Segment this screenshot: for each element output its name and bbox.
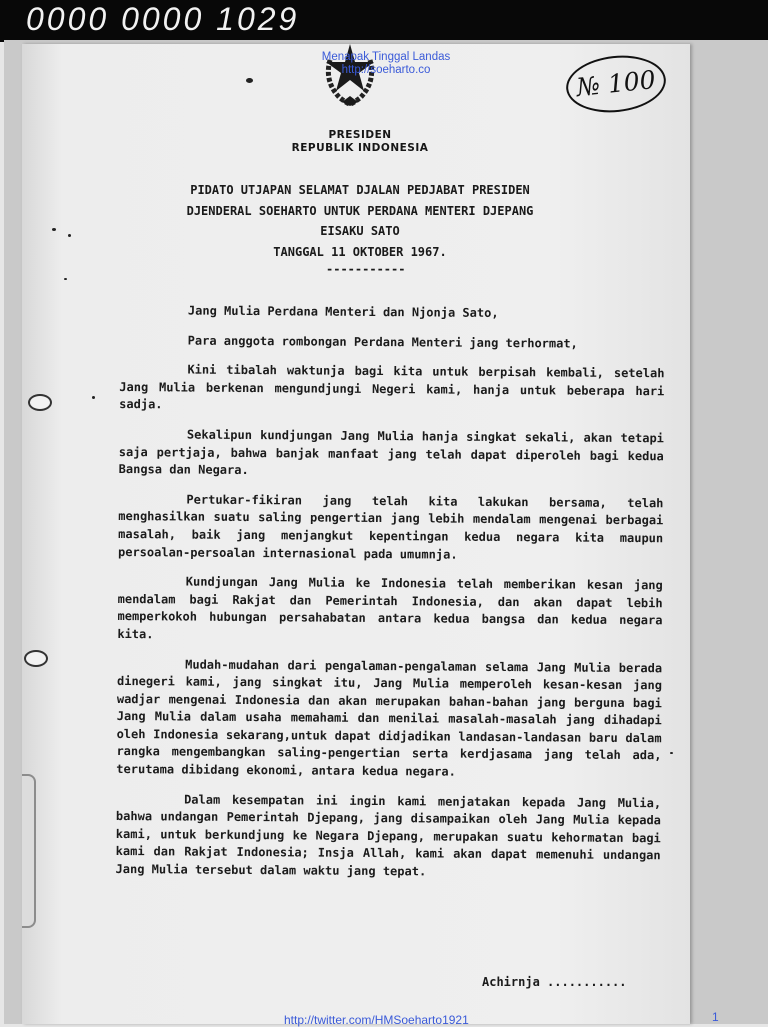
title-underline: -----------	[326, 262, 406, 276]
watermark-url[interactable]: http://soeharto.co	[341, 64, 431, 76]
paragraph: Sekalipun kundjungan Jang Mulia hanja singkat sekali, akan tetapi saja pertjaja, bahwa banjak manfaat jang telah dapat diperoleh bagi kedua Bangsa dan Negara.	[118, 427, 665, 478]
closing-continuation: Achirnja ...........	[482, 975, 627, 989]
title-line-2: DJENDERAL SOEHARTO UNTUK PERDANA MENTERI DJEPANG	[186, 203, 534, 218]
title-line-3: EISAKU SATO	[320, 224, 400, 238]
salutation: Para anggota rombongan Perdana Menteri jang terhormat,	[187, 333, 578, 351]
scan-speck	[246, 78, 253, 83]
scan-speck	[670, 752, 673, 754]
paragraph: Dalam kesempatan ini ingin kami menjatakan kepada Jang Mulia, bahwa undangan Pemerintah Djepang, jang disampaikan oleh Jang Mulia kepada kami, untuk berkundjung ke Negara Djepang, merupakan suatu kehormatan bagi kami dan Rakjat Indonesia; Insja Allah, kami akan dapat memenuhi undangan Jang Mulia tersebut dalam waktu jang tepat.	[115, 792, 662, 879]
paragraph: Kundjungan Jang Mulia ke Indonesia telah memberikan kesan jang mendalam bagi Rakjat dan Pemerintah Indonesia, dan akan dapat lebih memperkokoh hubungan persahabatan antara kedua bangsa dan kedua negara kita.	[117, 574, 663, 642]
archive-number: 0000 0000 1029	[26, 1, 300, 37]
letterhead	[280, 129, 440, 155]
scan-header-bar	[0, 0, 768, 42]
punch-hole	[24, 650, 48, 667]
watermark-title: Menapak Tinggal Landas	[321, 51, 451, 63]
binder-tab	[22, 774, 36, 928]
salutation: Jang Mulia Perdana Menteri dan Njonja Sato,	[187, 303, 499, 320]
page-number: 1	[712, 1010, 719, 1024]
letterhead-line-2: REPUBLIK INDONESIA	[291, 142, 429, 154]
scan-speck	[68, 234, 71, 237]
watermark	[286, 51, 486, 77]
scan-speck	[52, 228, 56, 231]
punch-hole	[28, 394, 52, 411]
paragraph: Mudah-mudahan dari pengalaman-pengalaman selama Jang Mulia berada dinegeri kami, jang singkat itu, Jang Mulia memperoleh kesan-kesan jang wadjar mengenai Indonesia dan akan merupakan bahan-bahan jang berguna bagi Jang Mulia dalam usaha memahami dan menilai masalah-masalah jang dihadapi oleh Indonesia sekarang,untuk dapat didjadikan landasan-landasan baru dalam rangka mengembangkan saling-pengertian serta kerdjasama jang telah ada, terutama dibidang ekonomi, antara kedua negara.	[116, 657, 663, 779]
scan-speck	[64, 278, 67, 280]
paragraph: Kini tibalah waktunja bagi kita untuk berpisah kembali, setelah Jang Mulia berkenan mengundjungi Negeri kami, hanja untuk beberapa hari sadja.	[119, 362, 665, 412]
title-line-1: PIDATO UTJAPAN SELAMAT DJALAN PEDJABAT PRESIDEN	[190, 183, 530, 197]
scan-speck	[92, 396, 95, 399]
speech-title	[150, 180, 570, 262]
letterhead-line-1: PRESIDEN	[328, 129, 392, 141]
speech-body	[115, 302, 665, 895]
paragraph: Pertukar-fikiran jang telah kita lakukan bersama, telah menghasilkan suatu saling pengertian jang lebih mendalam mengenai berbagai masalah, baik jang menjangkut kepentingan kedua negara kita maupun persoalan-persoalan internasional pada umumnja.	[117, 492, 664, 562]
handwritten-document-number: № 100	[563, 51, 668, 117]
footer-link[interactable]: http://twitter.com/HMSoeharto1921	[284, 1013, 469, 1027]
title-date: TANGGAL 11 OKTOBER 1967.	[273, 244, 447, 259]
